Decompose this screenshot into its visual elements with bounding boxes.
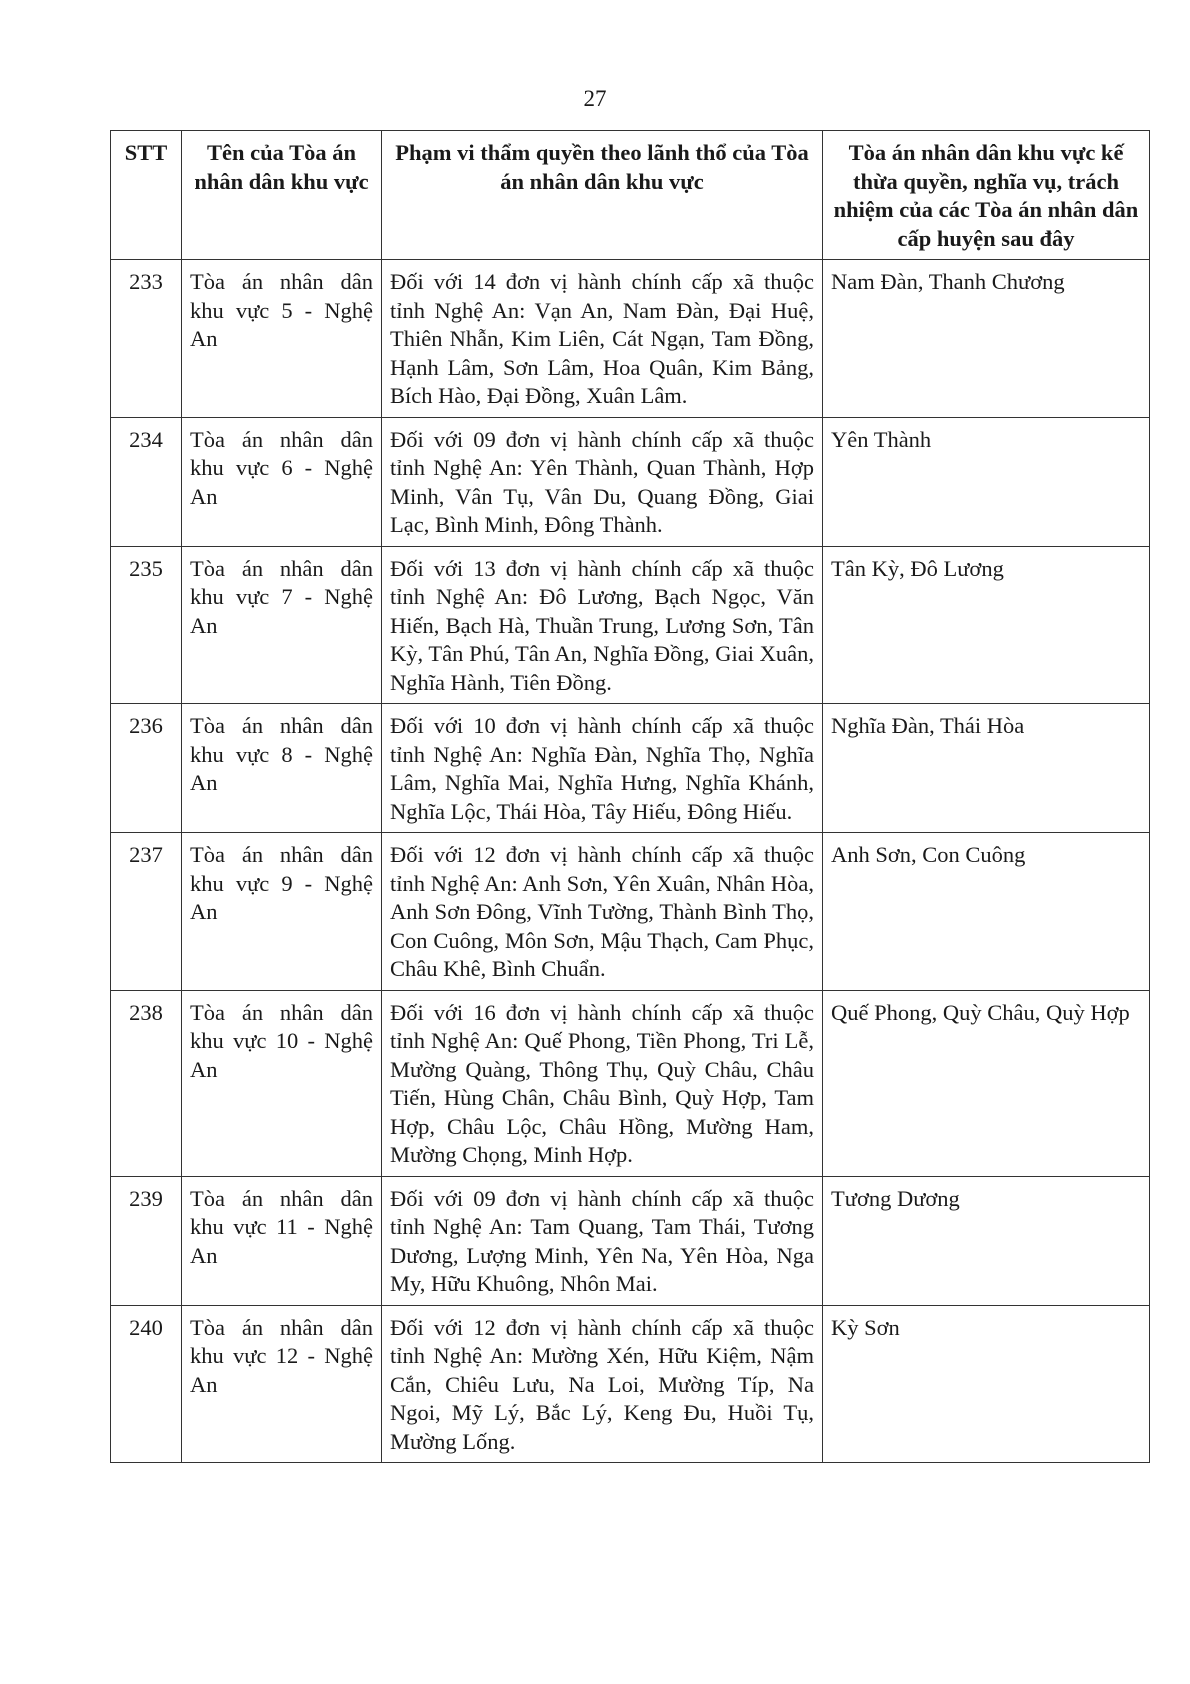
cell-court-name: Tòa án nhân dân khu vực 10 - Nghệ An [182, 990, 382, 1176]
cell-territorial-scope: Đối với 12 đơn vị hành chính cấp xã thuộc tỉnh Nghệ An: Mường Xén, Hữu Kiệm, Nậm Cắn, Chiêu Lưu, Na Loi, Mường Típ, Na Ngoi, Mỹ Lý, Bắc Lý, Keng Đu, Huồi Tụ, Mường Lống. [382, 1305, 823, 1463]
cell-successor-courts: Yên Thành [823, 417, 1150, 546]
cell-successor-courts: Quế Phong, Quỳ Châu, Quỳ Hợp [823, 990, 1150, 1176]
cell-court-name: Tòa án nhân dân khu vực 11 - Nghệ An [182, 1176, 382, 1305]
table-header-row [111, 131, 1150, 260]
cell-territorial-scope: Đối với 16 đơn vị hành chính cấp xã thuộc tỉnh Nghệ An: Quế Phong, Tiền Phong, Tri Lễ, Mường Quàng, Thông Thụ, Quỳ Châu, Châu Tiến, Hùng Chân, Châu Bình, Quỳ Hợp, Tam Hợp, Châu Lộc, Châu Hồng, Mường Ham, Mường Chọng, Minh Hợp. [382, 990, 823, 1176]
cell-court-name: Tòa án nhân dân khu vực 5 - Nghệ An [182, 260, 382, 418]
cell-stt: 235 [111, 546, 182, 704]
cell-successor-courts: Kỳ Sơn [823, 1305, 1150, 1463]
cell-court-name: Tòa án nhân dân khu vực 12 - Nghệ An [182, 1305, 382, 1463]
table-row [111, 704, 1150, 833]
cell-territorial-scope: Đối với 10 đơn vị hành chính cấp xã thuộc tỉnh Nghệ An: Nghĩa Đàn, Nghĩa Thọ, Nghĩa Lâm, Nghĩa Mai, Nghĩa Hưng, Nghĩa Khánh, Nghĩa Lộc, Thái Hòa, Tây Hiếu, Đông Hiếu. [382, 704, 823, 833]
table-row [111, 1176, 1150, 1305]
cell-territorial-scope: Đối với 09 đơn vị hành chính cấp xã thuộc tỉnh Nghệ An: Yên Thành, Quan Thành, Hợp Minh, Vân Tụ, Vân Du, Quang Đồng, Giai Lạc, Bình Minh, Đông Thành. [382, 417, 823, 546]
court-jurisdiction-table [110, 130, 1150, 1463]
cell-stt: 233 [111, 260, 182, 418]
cell-successor-courts: Tương Dương [823, 1176, 1150, 1305]
cell-court-name: Tòa án nhân dân khu vực 7 - Nghệ An [182, 546, 382, 704]
cell-territorial-scope: Đối với 12 đơn vị hành chính cấp xã thuộc tỉnh Nghệ An: Anh Sơn, Yên Xuân, Nhân Hòa, Anh Sơn Đông, Vĩnh Tường, Thành Bình Thọ, Con Cuông, Môn Sơn, Mậu Thạch, Cam Phục, Châu Khê, Bình Chuẩn. [382, 833, 823, 991]
header-court-name: Tên của Tòa án nhân dân khu vực [182, 131, 382, 260]
cell-stt: 237 [111, 833, 182, 991]
cell-court-name: Tòa án nhân dân khu vực 9 - Nghệ An [182, 833, 382, 991]
table-row [111, 546, 1150, 704]
cell-territorial-scope: Đối với 13 đơn vị hành chính cấp xã thuộc tỉnh Nghệ An: Đô Lương, Bạch Ngọc, Văn Hiến, Bạch Hà, Thuần Trung, Lương Sơn, Tân Kỳ, Tân Phú, Tân An, Nghĩa Đồng, Giai Xuân, Nghĩa Hành, Tiên Đồng. [382, 546, 823, 704]
cell-successor-courts: Anh Sơn, Con Cuông [823, 833, 1150, 991]
cell-stt: 238 [111, 990, 182, 1176]
header-stt: STT [111, 131, 182, 260]
cell-stt: 236 [111, 704, 182, 833]
table-row [111, 990, 1150, 1176]
cell-successor-courts: Nghĩa Đàn, Thái Hòa [823, 704, 1150, 833]
table-row [111, 1305, 1150, 1463]
page-number: 27 [583, 86, 607, 111]
header-territorial-scope: Phạm vi thẩm quyền theo lãnh thổ của Tòa án nhân dân khu vực [382, 131, 823, 260]
cell-court-name: Tòa án nhân dân khu vực 8 - Nghệ An [182, 704, 382, 833]
cell-successor-courts: Nam Đàn, Thanh Chương [823, 260, 1150, 418]
cell-stt: 240 [111, 1305, 182, 1463]
cell-stt: 239 [111, 1176, 182, 1305]
cell-stt: 234 [111, 417, 182, 546]
table-row [111, 833, 1150, 991]
cell-territorial-scope: Đối với 14 đơn vị hành chính cấp xã thuộc tỉnh Nghệ An: Vạn An, Nam Đàn, Đại Huệ, Thiên Nhẫn, Kim Liên, Cát Ngạn, Tam Đồng, Hạnh Lâm, Sơn Lâm, Hoa Quân, Kim Bảng, Bích Hào, Đại Đồng, Xuân Lâm. [382, 260, 823, 418]
table-row [111, 417, 1150, 546]
cell-successor-courts: Tân Kỳ, Đô Lương [823, 546, 1150, 704]
cell-court-name: Tòa án nhân dân khu vực 6 - Nghệ An [182, 417, 382, 546]
header-successor-courts: Tòa án nhân dân khu vực kế thừa quyền, nghĩa vụ, trách nhiệm của các Tòa án nhân dân cấp huyện sau đây [823, 131, 1150, 260]
cell-territorial-scope: Đối với 09 đơn vị hành chính cấp xã thuộc tỉnh Nghệ An: Tam Quang, Tam Thái, Tương Dương, Lượng Minh, Yên Na, Yên Hòa, Nga My, Hữu Khuông, Nhôn Mai. [382, 1176, 823, 1305]
table-row [111, 260, 1150, 418]
